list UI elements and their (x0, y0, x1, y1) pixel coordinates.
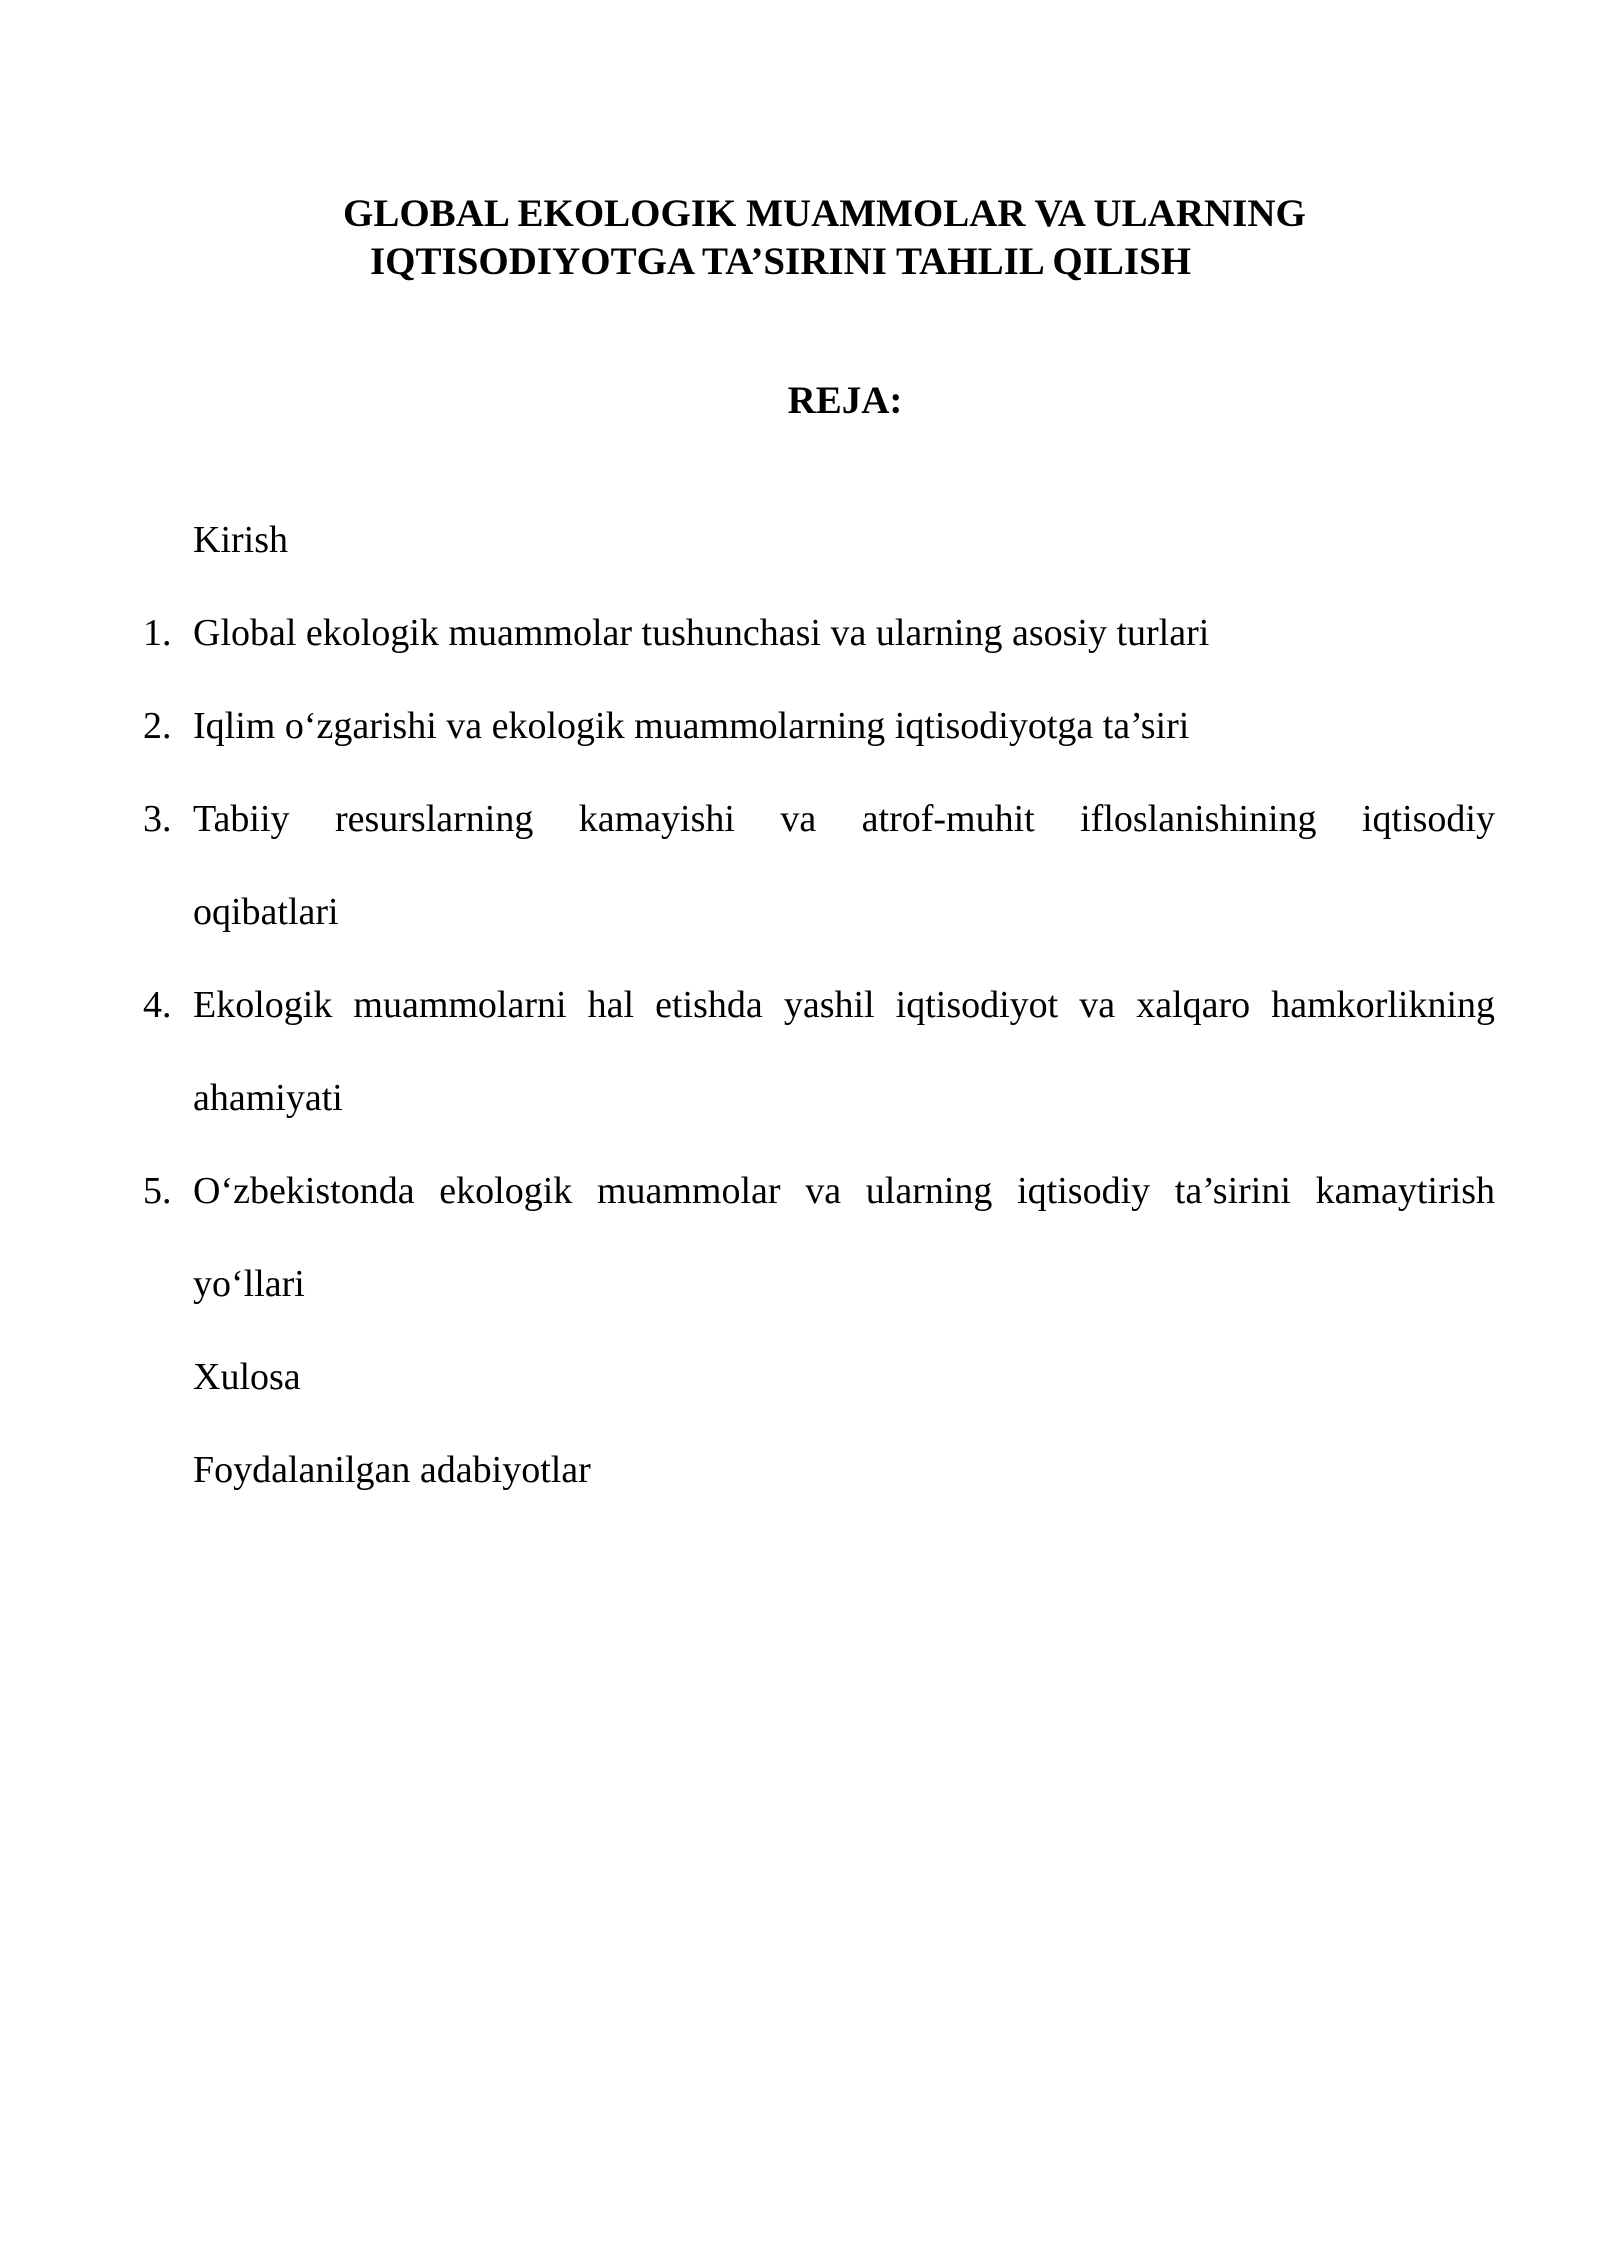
plan-item-number: 2. (143, 705, 172, 747)
plan-item-number: 1. (143, 612, 172, 654)
document-title-line-2: IQTISODIYOTGA TA’SIRINI TAHLIL QILISH (370, 240, 1192, 283)
plan-references (193, 1424, 1495, 1517)
document-title-line-1: GLOBAL EKOLOGIK MUAMMOLAR VA ULARNING (343, 192, 1306, 235)
plan-item-text-continuation: oqibatlari (193, 891, 339, 933)
plan-item-text-continuation: yo‘llari (193, 1263, 305, 1305)
plan-item-text: Ekologik muammolarni hal etishda yashil iqtisodiyot va xalqaro hamkorlikning (193, 984, 1495, 1026)
plan-item-5 (143, 1145, 1495, 1331)
plan-item-4 (143, 959, 1495, 1145)
plan-item-text: Global ekologik muammolar tushunchasi va ularning asosiy turlari (193, 612, 1210, 654)
plan-item-number: 3. (143, 798, 172, 840)
plan-item-text: O‘zbekistonda ekologik muammolar va ularning iqtisodiy ta’sirini kamaytirish (193, 1170, 1495, 1212)
plan-conclusion-text: Xulosa (193, 1356, 301, 1398)
plan-conclusion (193, 1331, 1495, 1424)
plan-item-text: Iqlim o‘zgarishi va ekologik muammolarning iqtisodiyotga ta’siri (193, 705, 1190, 747)
plan-item-3 (143, 773, 1495, 959)
plan-intro (193, 494, 1495, 587)
plan-references-text: Foydalanilgan adabiyotlar (193, 1449, 591, 1491)
plan-item-text: Tabiiy resurslarning kamayishi va atrof-muhit ifloslanishining iqtisodiy (193, 798, 1495, 840)
plan-item-text-continuation: ahamiyati (193, 1077, 343, 1119)
plan-item-1 (143, 587, 1495, 680)
plan-item-number: 4. (143, 984, 172, 1026)
plan-item-2 (143, 680, 1495, 773)
plan-heading: REJA: (787, 379, 903, 422)
plan-item-number: 5. (143, 1170, 172, 1212)
plan-intro-text: Kirish (193, 519, 288, 561)
